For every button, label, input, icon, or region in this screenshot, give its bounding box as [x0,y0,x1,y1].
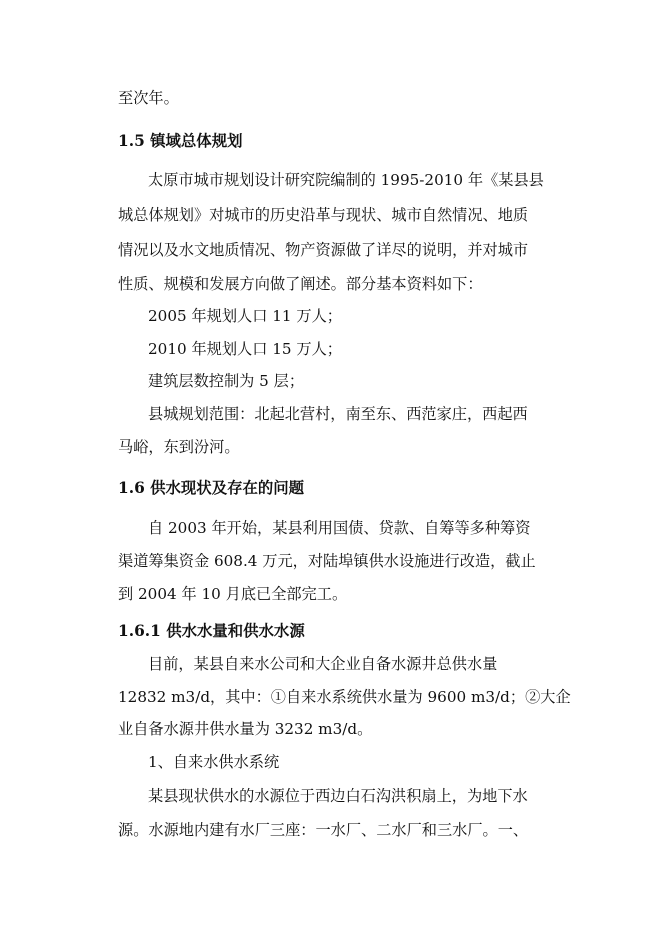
paragraph-line: 12832 m3/d，其中：①自来水系统供水量为 9600 m3/d；②大企 [118,688,571,706]
section-heading-1-6: 1.6 供水现状及存在的问题 [118,479,305,497]
section-heading-1-6-1: 1.6.1 供水水量和供水水源 [118,622,305,640]
list-item-scope: 县城规划范围：北起北营村，南至东、西范家庄，西起西 [148,405,528,423]
list-item-2005: 2005 年规划人口 11 万人； [148,307,342,325]
list-item-floors: 建筑层数控制为 5 层； [148,372,305,390]
paragraph-line: 太原市城市规划设计研究院编制的 1995-2010 年《某县县 [148,171,544,189]
paragraph-line: 渠道筹集资金 608.4 万元，对陆埠镇供水设施进行改造，截止 [118,552,536,570]
list-item-2010: 2010 年规划人口 15 万人； [148,340,342,358]
subsection-heading: 1、自来水供水系统 [148,753,280,771]
paragraph-line: 性质、规模和发展方向做了阐述。部分基本资料如下： [118,275,483,293]
paragraph-line: 自 2003 年开始，某县利用国债、贷款、自筹等多种筹资 [148,519,531,537]
paragraph-line: 某县现状供水的水源位于西边白石沟洪积扇上，为地下水 [148,787,528,805]
paragraph-line: 情况以及水文地质情况、物产资源做了详尽的说明，并对城市 [118,241,529,259]
paragraph-line: 目前，某县自来水公司和大企业自备水源井总供水量 [148,655,498,673]
list-item-scope-cont: 马峪，东到汾河。 [118,438,240,456]
section-heading-1-5: 1.5 镇域总体规划 [118,132,243,150]
paragraph-line: 到 2004 年 10 月底已全部完工。 [118,585,348,603]
paragraph-line: 城总体规划》对城市的历史沿革与现状、城市自然情况、地质 [118,206,529,224]
text-line: 至次年。 [118,89,179,107]
paragraph-line: 业自备水源井供水量为 3232 m3/d。 [118,720,373,738]
paragraph-line: 源。水源地内建有水厂三座：一水厂、二水厂和三水厂。一、 [118,821,529,839]
